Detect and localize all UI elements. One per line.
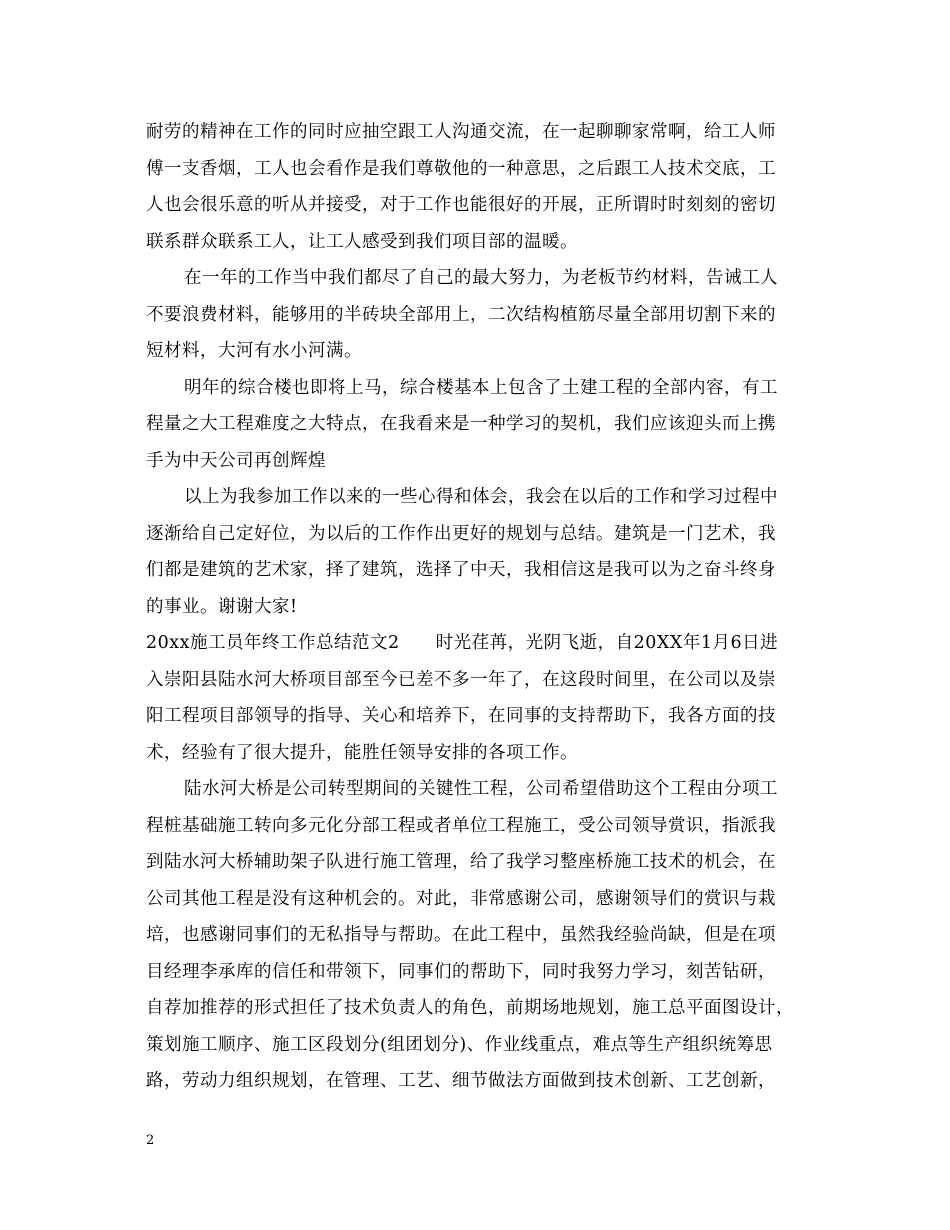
text-line: 手为中天公司再创辉煌 <box>146 450 326 471</box>
text-line: 培，也感谢同事们的无私指导与帮助。在此工程中，虽然我经验尚缺，但是在项 <box>146 925 776 945</box>
text-line: 入崇阳县陆水河大桥项目部至今已差不多一年了，在这段时间里，在公司以及崇 <box>146 669 776 690</box>
body-text <box>146 114 806 1100</box>
paragraph-first-line: 陆水河大桥是公司转型期间的关键性工程，公司希望借助这个工程由分项工 <box>184 779 778 799</box>
section-heading-line: 20xx施工员年终工作总结范文2 时光荏苒，光阴飞逝，自20XX年1月6日进 <box>146 633 779 653</box>
text-line: 自荐加推荐的形式担任了技术负责人的角色，前期场地规划，施工总平面图设计， <box>146 998 794 1018</box>
text-line: 路，劳动力组织规划，在管理、工艺、细节做法方面做到技术创新、工艺创新， <box>146 1071 776 1091</box>
text-line: 程量之大工程难度之大特点，在我看来是一种学习的契机，我们应该迎头而上携 <box>146 414 776 434</box>
paragraph-first-line: 明年的综合楼也即将上马，综合楼基本上包含了土建工程的全部内容，有工 <box>184 377 778 398</box>
text-line: 阳工程项目部领导的指导、关心和培养下，在同事的支持帮助下，我各方面的技 <box>146 706 776 726</box>
text-line: 的事业。谢谢大家! <box>146 596 298 617</box>
paragraph-first-line: 以上为我参加工作以来的一些心得和体会，我会在以后的工作和学习过程中 <box>184 487 778 507</box>
text-line: 们都是建筑的艺术家，择了建筑，选择了中天，我相信这是我可以为之奋斗终身 <box>146 560 776 580</box>
text-line: 傅一支香烟，工人也会看作是我们尊敬他的一种意思，之后跟工人技术交底，工 <box>146 158 776 179</box>
text-line: 不要浪费材料，能够用的半砖块全部用上，二次结构植筋尽量全部用切割下来的 <box>146 304 776 325</box>
text-line: 程桩基础施工转向多元化分部工程或者单位工程施工，受公司领导赏识，指派我 <box>146 815 776 836</box>
text-line: 目经理李承库的信任和带领下，同事们的帮助下，同时我努力学习，刻苦钻研， <box>146 961 776 982</box>
page-number: 2 <box>146 1133 155 1148</box>
paragraph-first-line: 在一年的工作当中我们都尽了自己的最大努力，为老板节约材料，告诫工人 <box>184 268 778 288</box>
text-line: 策划施工顺序、施工区段划分(组团划分)、作业线重点，难点等生产组织统筹思 <box>146 1034 773 1055</box>
text-line: 短材料，大河有水小河满。 <box>146 341 362 361</box>
text-line: 逐渐给自己定好位，为以后的工作作出更好的规划与总结。建筑是一门艺术，我 <box>146 523 776 544</box>
text-line: 术，经验有了很大提升，能胜任领导安排的各项工作。 <box>146 742 578 763</box>
text-line: 到陆水河大桥辅助架子队进行施工管理，给了我学习整座桥施工技术的机会，在 <box>146 852 776 872</box>
text-line: 联系群众联系工人，让工人感受到我们项目部的温暖。 <box>146 231 578 252</box>
text-line: 人也会很乐意的听从并接受，对于工作也能很好的开展，正所谓时时刻刻的密切 <box>146 195 776 215</box>
text-line: 耐劳的精神在工作的同时应抽空跟工人沟通交流，在一起聊聊家常啊，给工人师 <box>146 122 776 142</box>
text-line: 公司其他工程是没有这种机会的。对此，非常感谢公司，感谢领导们的赏识与栽 <box>146 888 776 909</box>
